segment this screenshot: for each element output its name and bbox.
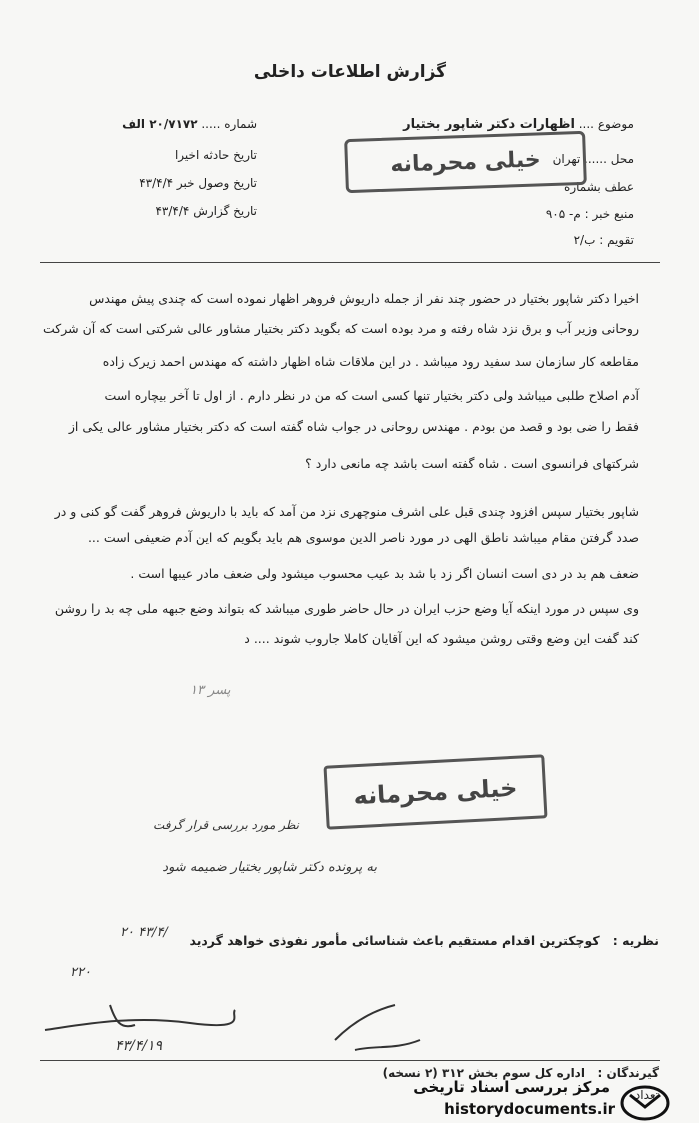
footer-divider: [40, 1060, 660, 1061]
subject-row: موضوع .... اظهارات دکتر شاپور بختیار: [403, 117, 634, 132]
rating-value: ب/۲: [573, 233, 596, 247]
source-row: منبع خبر : م- ۹۰۵: [545, 207, 634, 221]
source-value: م- ۹۰۵: [545, 207, 581, 221]
body-line-1: اخیرا دکتر شاپور بختیار در حضور چند نفر از جمله داریوش فروهر اظهار نموده است که چندی پیش مهندس: [89, 291, 639, 306]
header-divider: [40, 262, 660, 263]
body-line-4: آدم اصلاح طلبی میباشد ولی دکتر بختیار تنها کسی است که من در نظر دارم . از اول تا آخر بیچاره است: [104, 388, 639, 403]
top-secret-stamp: خیلی محرمانه: [344, 131, 587, 193]
body-line-6: شرکتهای فرانسوی است . شاه گفته است باشد چه مانعی دارد ؟: [305, 456, 639, 471]
opinion-label: نظریه: [622, 933, 659, 948]
subject-value: اظهارات دکتر شاپور بختیار: [403, 117, 575, 132]
rating-label: تقویم: [607, 233, 634, 247]
handwritten-note-2: نظر مورد بررسی قرار گرفت: [153, 818, 299, 832]
receipt-date-row: [139, 176, 257, 190]
opinion-row: نظریه : کوچکترین اقدام مستقیم باعث شناسائی مأمور نفوذی خواهد گردید: [189, 933, 659, 948]
handwritten-date-2: ۴۳/۴/۱۹: [115, 1038, 163, 1054]
place-row: محل ...... تهران: [552, 152, 634, 166]
source-label: منبع خبر: [592, 207, 634, 221]
ref-label: عطف بشماره: [564, 180, 634, 194]
recipients-text: اداره کل سوم بخش ۳۱۲ (۲ نسخه): [382, 1066, 585, 1080]
archive-logo-icon: [620, 1085, 670, 1121]
handwritten-note-5: ۲۲۰: [70, 965, 91, 980]
body-line-2: روحانی وزیر آب و برق نزد شاه رفته و مرد بوده است که بگوید دکتر بختیار مشاور عالی شرکتی است که آن شرکت: [43, 321, 639, 336]
recipients-row: گیرندگان : اداره کل سوم بخش ۳۱۲ (۲ نسخه): [382, 1066, 659, 1080]
receipt-date-value: ۴۳/۴/۴: [139, 176, 174, 190]
number-value: ۲۰/۷۱۷۲ الف: [122, 117, 198, 131]
event-date-row: [175, 148, 257, 162]
body-line-5: فقط را ضی بود و قصد من بودم . مهندس روحانی در جواب شاه گفته است که دکتر بختیار مشاور عالی یکی از: [68, 419, 639, 434]
signature-right: [325, 990, 435, 1060]
body-line-10: وی سپس در مورد اینکه آیا وضع حزب ایران در حال حاضر طوری میباشد که بتواند وضع جبهه ملی چه بد را روشن: [54, 601, 639, 616]
handwritten-note-3: به پرونده دکتر شاپور بختیار ضمیمه شود: [162, 860, 377, 875]
opinion-text: کوچکترین اقدام مستقیم باعث شناسائی مأمور نفوذی خواهد گردید: [189, 933, 600, 948]
body-line-11: کند گفت این وضع وقتی روشن میشود که این آقایان کاملا جاروب شوند .... د: [244, 631, 639, 646]
place-label: محل: [610, 152, 634, 166]
document-title: گزارش اطلاعات داخلی: [253, 62, 447, 82]
number-row: شماره ..... ۲۰/۷۱۷۲ الف: [122, 117, 257, 131]
place-value: تهران: [552, 152, 581, 166]
signature-left: [40, 985, 240, 1045]
report-date-label: تاریخ گزارش: [193, 204, 257, 218]
watermark-url: historydocuments.ir: [444, 1100, 615, 1118]
receipt-date-label: تاریخ وصول خبر: [176, 176, 257, 190]
rating-row: تقویم : ب/۲: [573, 233, 634, 247]
body-line-7: شاپور بختیار سپس افزود چندی قبل علی اشرف منوچهری نزد من آمد که باید با داریوش فروهر گفت گو کنی و در: [54, 504, 639, 519]
event-date-value: اخیرا: [174, 148, 200, 162]
report-date-value: ۴۳/۴/۴: [155, 204, 190, 218]
body-line-9: ضعف هم بد در دی است انسان اگر زد با شد بد عیب محسوب میشود ولی ضعف مادر عیبها است .: [130, 566, 639, 581]
report-date-row: [155, 204, 257, 218]
subject-label: موضوع: [597, 117, 634, 131]
number-label: شماره: [224, 117, 257, 131]
body-line-3: مقاطعه کار سازمان سد سفید رود میباشد . در این ملاقات شاه اظهار داشته که مهندس احمد زیرک زاده: [102, 354, 639, 369]
event-date-label: تاریخ حادثه: [203, 148, 257, 162]
recipients-label: گیرندگان: [606, 1066, 659, 1080]
handwritten-note-1: پسر ۱۳: [190, 683, 231, 698]
watermark-title: مرکز بررسی اسناد تاریخی: [413, 1078, 610, 1096]
body-line-8: صدد گرفتن مقام میباشد ناطق الهی در مورد ناصر الدین موسوی هم باید بگویم که این آدم ضعیفی است ...: [87, 530, 639, 545]
count-label: تعداد: [634, 1088, 659, 1102]
handwritten-date-1: ۲۰ ۴۳/۴/: [120, 925, 168, 940]
top-secret-stamp-2: خیلی محرمانه: [323, 754, 547, 829]
